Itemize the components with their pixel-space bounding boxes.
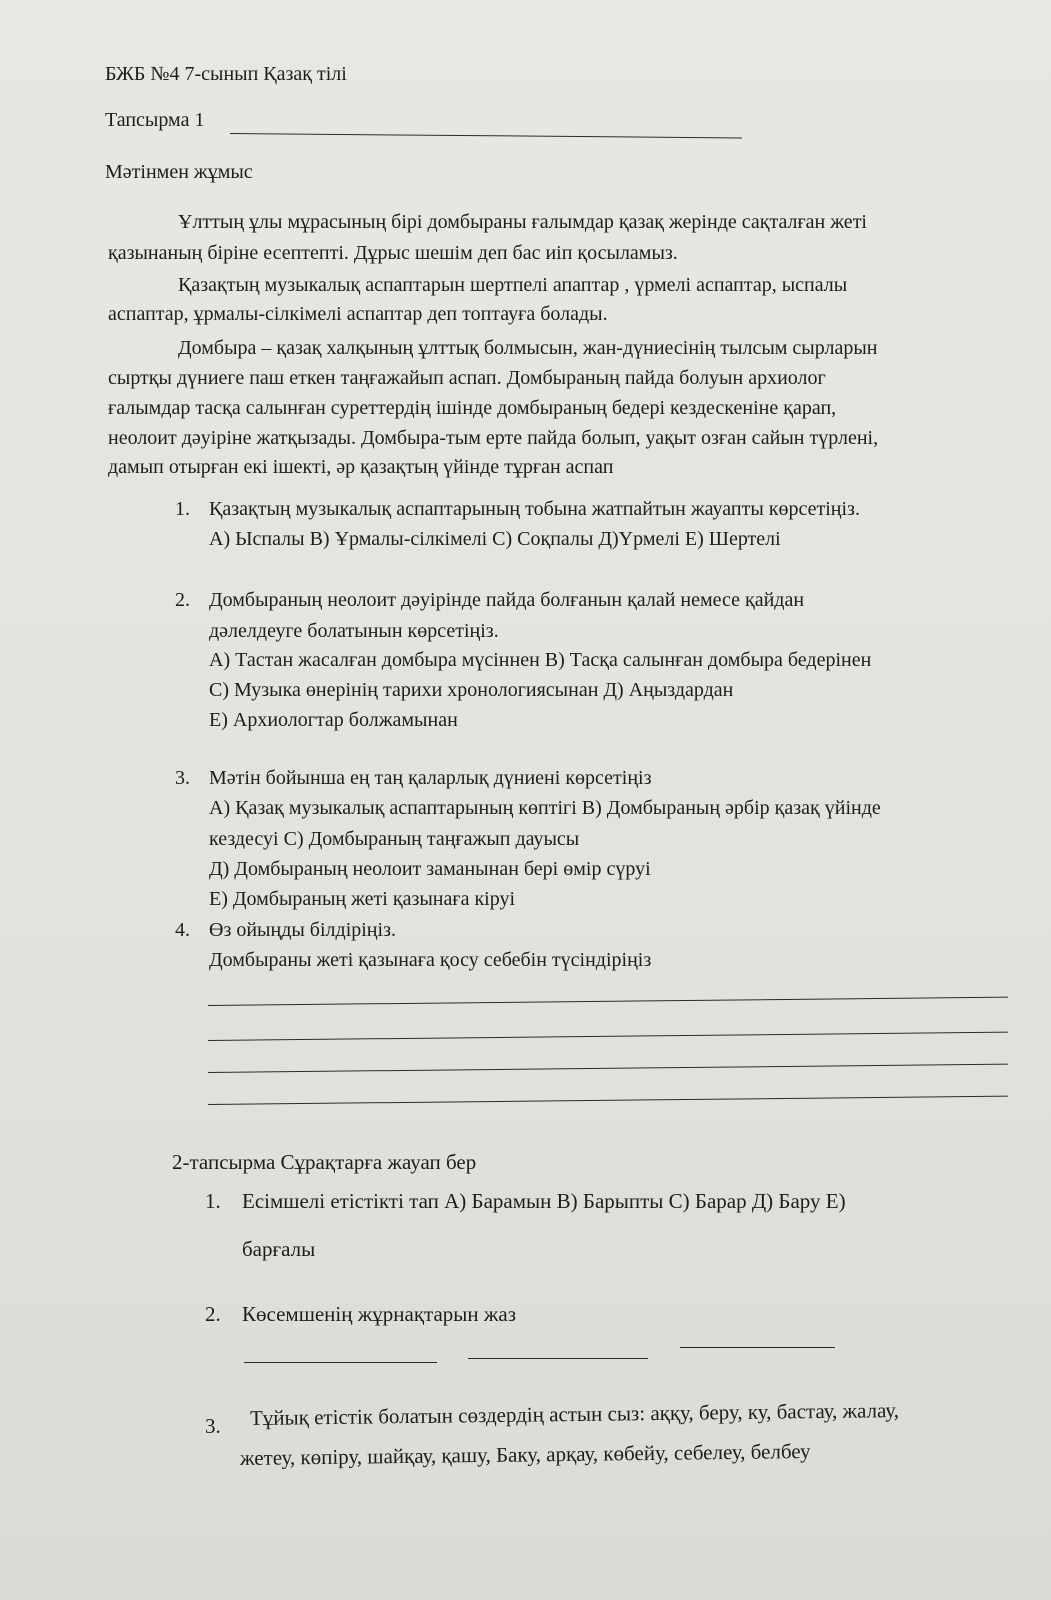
question-option: А) Тастан жасалған домбыра мүсіннен В) Тасқа салынған домбыра бедерінен xyxy=(209,649,872,671)
question-text: Домбыраның неолоит дәуірінде пайда болғанын қалай немесе қайдан xyxy=(209,589,805,611)
question-number: 2. xyxy=(205,1302,221,1326)
worksheet-title: БЖБ №4 7-сынып Қазақ тілі xyxy=(105,63,347,85)
question-text: Қазақтың музыкалық аспаптарының тобына жатпайтын жауапты көрсетіңіз. xyxy=(209,498,860,520)
passage-line: аспаптар, ұрмалы-сілкімелі аспаптар деп топтауға болады. xyxy=(108,303,608,325)
task1-answer-line xyxy=(230,133,742,138)
question-text: жетеу, көпіру, шайқау, қашу, Баку, арқау, көбейу, себелеу, белбеу xyxy=(239,1439,811,1470)
passage-line: неолоит дәуіріне жатқызады. Домбыра-тым ерте пайда болып, уақыт озған сайын түрлені, xyxy=(108,427,879,449)
question-number: 4. xyxy=(175,919,190,941)
section-label: Мәтінмен жұмыс xyxy=(105,161,253,183)
passage-line: Домбыра – қазақ халқының ұлттық болмысын, жан-дүниесінің тылсым сырларын xyxy=(178,337,878,359)
question-text: Көсемшенің жұрнақтарын жаз xyxy=(242,1302,516,1326)
question-option: Е) Домбыраның жеті қазынаға кіруі xyxy=(209,888,516,910)
question-text: Есімшелі етістікті тап А) Барамын В) Барыпты С) Барар Д) Бару Е) xyxy=(242,1189,846,1213)
question-number: 1. xyxy=(205,1189,221,1213)
question-option: Д) Домбыраның неолоит заманынан бері өмір сүруі xyxy=(209,858,651,880)
question-text: Мәтін бойынша ең таң қаларлық дүниені көрсетіңіз xyxy=(209,767,652,789)
question-option: С) Музыка өнерінің тарихи хронологиясынан Д) Аңыздардан xyxy=(209,679,734,701)
answer-line[interactable] xyxy=(208,1032,1008,1041)
question-prompt: Домбыраны жеті қазынаға қосу себебін түсіндіріңіз xyxy=(209,949,652,971)
question-text: барғалы xyxy=(242,1237,316,1261)
question-text: Өз ойыңды білдіріңіз. xyxy=(209,919,396,941)
answer-line[interactable] xyxy=(208,1096,1008,1105)
question-number: 2. xyxy=(175,589,190,611)
question-option: А) Қазақ музыкалық аспаптарының көптігі В) Домбыраның әрбір қазақ үйінде xyxy=(209,797,881,819)
answer-line[interactable] xyxy=(208,997,1008,1006)
question-number: 3. xyxy=(175,767,190,789)
passage-line: сыртқы дүниеге паш еткен таңғажайып аспап. Домбыраның пайда болуын архиолог xyxy=(108,367,826,389)
task2-title: 2-тапсырма Сұрақтарға жауап бер xyxy=(172,1150,477,1174)
answer-line[interactable] xyxy=(208,1064,1008,1073)
question-number: 3. xyxy=(205,1414,221,1438)
passage-line: қазынаның біріне есептепті. Дұрыс шешім деп бас иіп қосыламыз. xyxy=(108,242,678,264)
question-option: Е) Архиологтар болжамынан xyxy=(209,709,458,731)
question-text: дәлелдеуге болатынын көрсетіңіз. xyxy=(209,620,499,642)
question-options: А) Ыспалы В) Ұрмалы-сілкімелі С) Соқпалы Д)Үрмелі Е) Шертелі xyxy=(209,528,781,550)
question-text: Тұйық етістік болатын сөздердің астын сыз: аққу, беру, ку, бастау, жалау, xyxy=(249,1398,900,1430)
passage-line: Ұлттың ұлы мұрасының бірі домбыраны ғалымдар қазақ жерінде сақталған жеті xyxy=(178,211,867,233)
task1-label: Тапсырма 1 xyxy=(105,109,205,131)
passage-line: Қазақтың музыкалық аспаптарын шертпелі апаптар , үрмелі аспаптар, ыспалы xyxy=(178,274,848,296)
passage-line: дамып отырған екі ішекті, әр қазақтың үйінде тұрған аспап xyxy=(108,456,614,478)
question-number: 1. xyxy=(175,498,190,520)
passage-line: ғалымдар тасқа салынған суреттердің ішінде домбыраның бедері кездескеніне қарап, xyxy=(108,397,837,419)
question-option: кездесуі С) Домбыраның таңғажып дауысы xyxy=(209,828,580,850)
answer-blank[interactable] xyxy=(244,1362,437,1363)
answer-blank[interactable] xyxy=(680,1347,835,1348)
answer-blank[interactable] xyxy=(468,1358,648,1359)
